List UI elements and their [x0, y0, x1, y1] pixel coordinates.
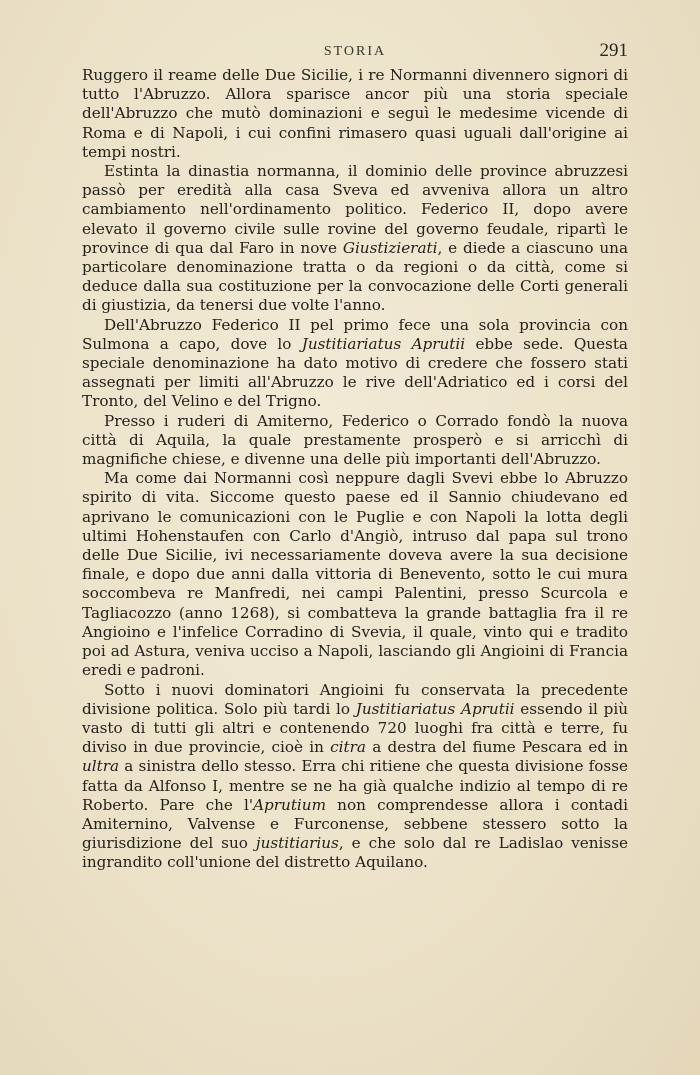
text-run: a sinistra dello stesso. Erra chi ritiene che questa divisione fosse fatta da Alfonso I, mentre se ne ha già qualche indizio al tempo di re Roberto. Pare che l' [82, 757, 628, 814]
paragraph [82, 162, 628, 316]
paragraph [82, 316, 628, 412]
text-run: Estinta la dinastia normanna, il dominio delle province abruzzesi passò per eredità alla casa Sveva ed avveniva allora un altro cambiamento nell'ordinamento politico. Federico II, dopo avere elevato il governo civile sulle rovine del governo feudale, ripartì le province di qua dal Faro in nove [82, 162, 628, 257]
italic-text: Justitiariatus Aprutii [301, 334, 466, 353]
text-run: non comprendesse allora i contadi Amiternino, Valvense e Furconense, sebbene stessero sotto la giurisdizione del suo [82, 795, 628, 853]
paragraph [82, 412, 628, 470]
paragraph [82, 66, 628, 162]
italic-text: Justitiariatus Aprutii [355, 699, 515, 718]
text-run: Presso i ruderi di Amiterno, Federico o Corrado fondò la nuova città di Aquila, la quale prestamente prosperò e si arricchì di magnifiche chiese, e divenne una delle più importanti dell'Abruzzo. [82, 411, 628, 469]
text-run: Ma come dai Normanni così neppure dagli Svevi ebbe lo Abruzzo spirito di vita. Siccome questo paese ed il Sannio chiudevano ed aprivano le comunicazioni con le Puglie e con Napoli la lotta degli ultimi Hohenstaufen con Carlo d'Angiò, intruso dal papa sul trono delle Due Sicilie, ivi necessariamente doveva avere la sua decisione finale, e dopo due anni dalla vittoria di Benevento, sotto le cui mura soccombeva re Manfredi, nei campi Palentini, presso Scurcola e Tagliacozzo (anno 1268), si combatteva la grande battaglia fra il re Angioino e l'infelice Corradino di Svevia, il quale, vinto qui e tradito poi ad Astura, veniva ucciso a Napoli, lasciando gli Angioini di Francia eredi e padroni. [82, 469, 628, 680]
text-run: , e che solo dal re Ladislao venisse ingrandito coll'unione del distretto Aquilano. [82, 834, 628, 872]
page-number: 291 [599, 40, 628, 61]
text-run: Dell'Abruzzo Federico II pel primo fece una sola provincia con Sulmona a capo, dove lo [82, 315, 628, 353]
text-run: essendo il più vasto di tutti gli altri e contenendo 720 luoghi fra città e terre, fu diviso in due provincie, cioè in [82, 699, 628, 757]
italic-text: citra [330, 738, 366, 757]
italic-text: justitiarius [255, 834, 339, 853]
text-run: Ruggero il reame delle Due Sicilie, i re Normanni divennero signori di tutto l'Abruzzo. Allora sparisce ancor più una storia speciale dell'Abruzzo che mutò dominazioni e seguì le medesime vicende di Roma e di Napoli, i cui confini rimasero quasi uguali dall'origine ai tempi nostri. [82, 66, 628, 161]
italic-text: Aprutium [253, 795, 326, 814]
running-head: STORIA [323, 44, 387, 59]
text-run: a destra del fiume Pescara ed in [365, 738, 628, 757]
text-run: Sotto i nuovi dominatori Angioini fu conservata la precedente divisione politica. Solo più tardi lo [82, 680, 628, 718]
page-header [82, 40, 628, 68]
italic-text: ultra [82, 757, 120, 776]
italic-text: Giustizierati [342, 238, 438, 257]
paragraph [82, 469, 628, 680]
body-text [82, 66, 628, 873]
text-run: ebbe sede. Questa speciale denominazione ha dato motivo di credere che fossero stati assegnati per limiti all'Abruzzo le rive dell'Adriatico ed i corsi del Tronto, del Velino e del Trigno. [82, 334, 628, 411]
text-run: , e diede a ciascuno una particolare denominazione tratta o da regioni o da città, come si deduce dalla sua costituzione per la convocazione delle Corti generali di giustizia, da tenersi due volte l'anno. [82, 238, 629, 315]
paragraph [82, 681, 628, 873]
